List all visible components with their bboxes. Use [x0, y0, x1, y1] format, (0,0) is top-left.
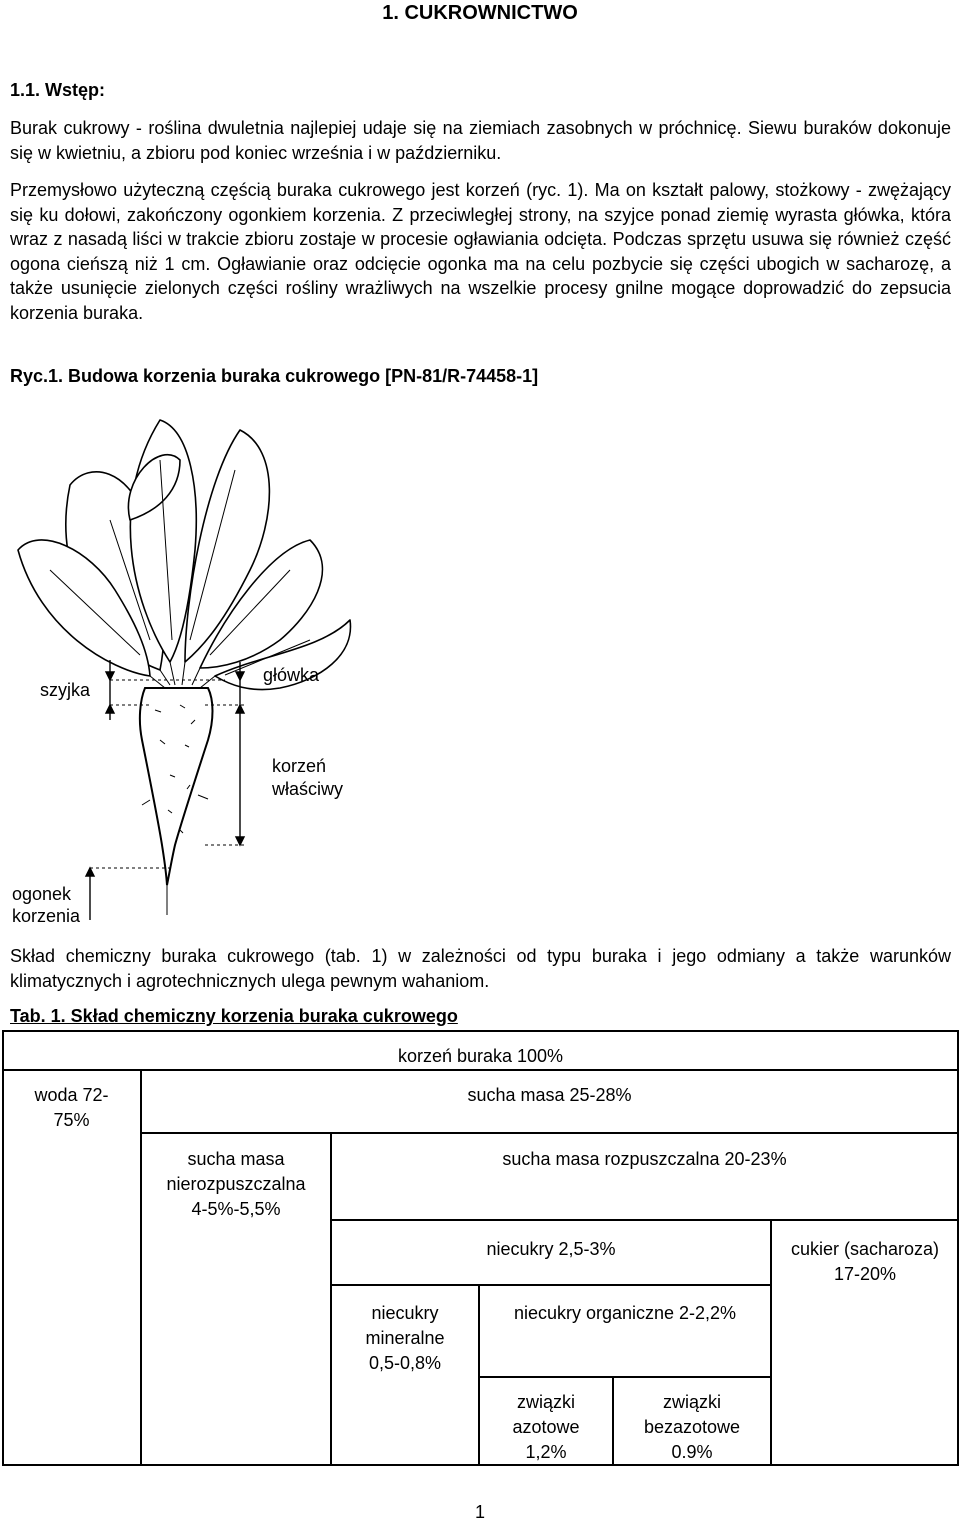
cell-water — [2, 1083, 141, 1133]
label-korzenia: korzenia — [12, 906, 81, 926]
page-number: 1 — [474, 1502, 485, 1522]
cell-mineral-line2: mineralne — [365, 1328, 445, 1348]
cell-water-line1: woda 72- — [34, 1085, 109, 1105]
page-title: 1. CUKROWNICTWO — [382, 2, 578, 24]
cell-nitrogen-line2: azotowe — [512, 1417, 580, 1437]
cell-organic: niecukry organiczne 2-2,2% — [513, 1303, 737, 1323]
cell-nonnitrogen-line3: 0.9% — [671, 1442, 713, 1462]
paragraph-intro: Burak cukrowy - roślina dwuletnia najlepiej udaje się na ziemiach zasobnych w próchnicę. Siewu buraków dokonuje się w kwietniu, a zbioru pod koniec września i w październiku. — [10, 118, 951, 163]
section-heading: 1.1. Wstęp: — [10, 80, 106, 100]
cell-mineral-line1: niecukry — [371, 1303, 439, 1323]
cell-insoluble-line3: 4-5%-5,5% — [191, 1199, 281, 1219]
label-korzen: korzeń — [272, 756, 327, 776]
paragraph-composition: Skład chemiczny buraka cukrowego (tab. 1) w zależności od typu buraka i jego odmiany a także warunków klimatycznych i agrotechnicznych ulega pewnym wahaniom. — [10, 946, 951, 991]
label-wlasciwy: właściwy — [272, 779, 344, 799]
cell-nonnitrogen-line2: bezazotowe — [643, 1417, 741, 1437]
cell-nitrogen-line1: związki — [516, 1392, 575, 1412]
cell-root: korzeń buraka 100% — [397, 1046, 564, 1066]
cell-nitrogen-line3: 1,2% — [525, 1442, 567, 1462]
beet-figure — [10, 400, 366, 930]
cell-nonnitrogen-line1: związki — [662, 1392, 721, 1412]
cell-water-line2: 75% — [53, 1110, 90, 1130]
cell-nonsugars: niecukry 2,5-3% — [486, 1239, 616, 1259]
cell-sugar-line1: cukier (sacharoza) — [790, 1239, 940, 1259]
beet-root — [140, 688, 213, 885]
cell-sugar-line2: 17-20% — [833, 1264, 897, 1284]
cell-dry-mass: sucha masa 25-28% — [467, 1085, 632, 1105]
figure-caption: Ryc.1. Budowa korzenia buraka cukrowego [PN-81/R-74458-1] — [10, 366, 539, 386]
cell-mineral-line3: 0,5-0,8% — [368, 1353, 442, 1373]
paragraph-root: Przemysłowo użyteczną częścią buraka cukrowego jest korzeń (ryc. 1). Ma on kształt palowy, stożkowy - zwężający się ku dołowi, zakończony ogonkiem korzenia. Z przeciwległej strony, na szyjce ponad ziemię wyrasta główka, która wraz z nasadą liści w trakcie zbioru zostaje w procesie ogławiania odcięta. Podczas sprzętu usuwa się również część ogona cieńszą niż 1 cm. Ogławianie oraz odcięcie ogonka ma na celu pozbycie się części ubogich w sacharozę, a także usunięcie zielonych części rośliny wrażliwych na wszelkie procesy gnilne mogące doprowadzić do zepsucia korzenia buraka. — [10, 180, 951, 323]
cell-insoluble — [141, 1147, 331, 1222]
cell-nitrogen — [479, 1390, 613, 1465]
composition-table — [2, 1030, 959, 1466]
cell-insoluble-line1: sucha masa — [187, 1149, 285, 1169]
cell-insoluble-line2: nierozpuszczalna — [166, 1174, 306, 1194]
cell-sugar — [771, 1237, 959, 1287]
cell-nonnitrogen — [613, 1390, 771, 1465]
label-szyjka: szyjka — [40, 680, 91, 700]
table-caption: Tab. 1. Skład chemiczny korzenia buraka cukrowego — [10, 1006, 458, 1026]
label-glowka: główka — [263, 665, 320, 685]
cell-mineral — [331, 1301, 479, 1376]
cell-soluble: sucha masa rozpuszczalna 20-23% — [502, 1149, 787, 1169]
label-ogonek: ogonek — [12, 884, 72, 904]
